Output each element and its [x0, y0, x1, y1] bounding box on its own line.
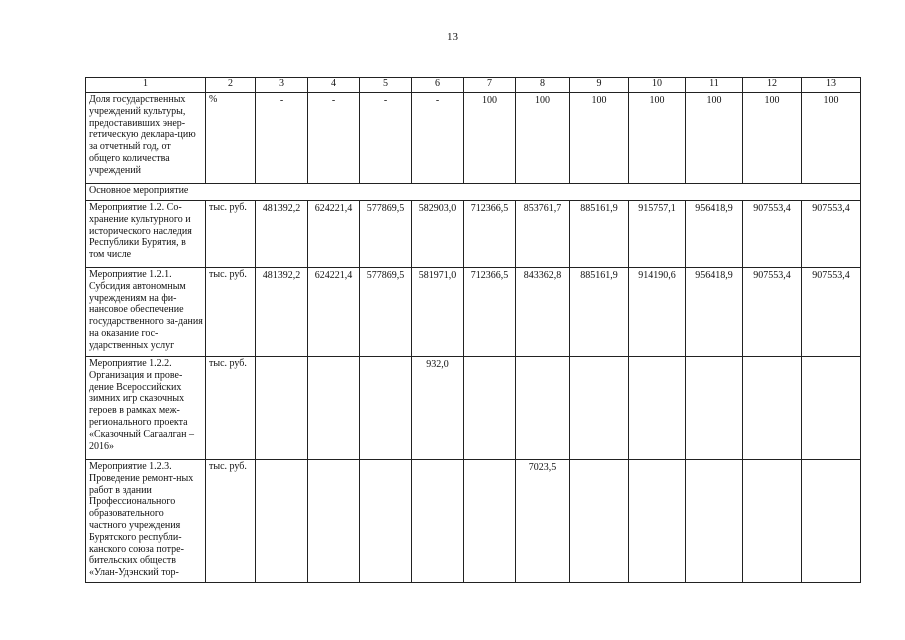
value-cell — [308, 357, 360, 460]
value-cell: 577869,5 — [360, 201, 412, 268]
indicator-name-cell: Мероприятие 1.2.3. Проведение ремонт-ных работ в здании Профессионального образовательного частного учреждения Бурятского республи-канского союза потре-бительских обществ «Улан-Удэнский тор- — [86, 460, 206, 583]
value-cell — [516, 357, 570, 460]
value-cell: - — [256, 93, 308, 184]
budget-table — [85, 77, 861, 583]
unit-cell: % — [206, 93, 256, 184]
value-cell — [256, 460, 308, 583]
table-row — [86, 460, 861, 583]
value-cell — [464, 357, 516, 460]
indicator-name-cell: Мероприятие 1.2.1. Субсидия автономным учреждениям на фи-нансовое обеспечение государственного за-дания на оказание гос-ударственных услуг — [86, 268, 206, 357]
value-cell: 100 — [464, 93, 516, 184]
value-cell — [360, 460, 412, 583]
value-cell — [629, 357, 686, 460]
value-cell — [743, 357, 802, 460]
value-cell: 907553,4 — [743, 201, 802, 268]
value-cell: 907553,4 — [802, 201, 861, 268]
value-cell: 885161,9 — [570, 201, 629, 268]
table-row — [86, 184, 861, 201]
column-number-cell: 10 — [629, 78, 686, 93]
value-cell — [743, 460, 802, 583]
column-number-cell: 4 — [308, 78, 360, 93]
value-cell: 956418,9 — [686, 201, 743, 268]
column-number-cell: 12 — [743, 78, 802, 93]
value-cell — [686, 357, 743, 460]
value-cell: 481392,2 — [256, 268, 308, 357]
value-cell: 582903,0 — [412, 201, 464, 268]
value-cell: 100 — [743, 93, 802, 184]
value-cell — [629, 460, 686, 583]
column-number-cell: 3 — [256, 78, 308, 93]
value-cell: 885161,9 — [570, 268, 629, 357]
value-cell — [802, 460, 861, 583]
value-cell: 915757,1 — [629, 201, 686, 268]
unit-cell: тыс. руб. — [206, 357, 256, 460]
value-cell — [256, 357, 308, 460]
value-cell: 914190,6 — [629, 268, 686, 357]
column-number-cell: 5 — [360, 78, 412, 93]
column-number-cell: 11 — [686, 78, 743, 93]
column-number-cell: 2 — [206, 78, 256, 93]
column-number-cell: 8 — [516, 78, 570, 93]
section-heading: Основное мероприятие — [86, 184, 861, 201]
value-cell: 100 — [629, 93, 686, 184]
unit-cell: тыс. руб. — [206, 268, 256, 357]
column-number-cell: 7 — [464, 78, 516, 93]
value-cell: 100 — [686, 93, 743, 184]
value-cell — [412, 460, 464, 583]
value-cell: 577869,5 — [360, 268, 412, 357]
table-row — [86, 268, 861, 357]
column-number-cell: 9 — [570, 78, 629, 93]
page-number: 13 — [447, 31, 458, 43]
value-cell — [464, 460, 516, 583]
value-cell: - — [308, 93, 360, 184]
value-cell: 956418,9 — [686, 268, 743, 357]
value-cell — [802, 357, 861, 460]
column-number-row — [86, 78, 861, 93]
value-cell: 7023,5 — [516, 460, 570, 583]
unit-cell: тыс. руб. — [206, 460, 256, 583]
value-cell: 100 — [516, 93, 570, 184]
column-number-cell: 6 — [412, 78, 464, 93]
value-cell: - — [412, 93, 464, 184]
indicator-name-cell: Мероприятие 1.2.2. Организация и прове-дение Всероссийских зимних игр сказочных героев в рамках меж-регионального проекта «Сказочный Сагаалган – 2016» — [86, 357, 206, 460]
value-cell: 932,0 — [412, 357, 464, 460]
value-cell: 843362,8 — [516, 268, 570, 357]
value-cell — [686, 460, 743, 583]
column-number-cell: 1 — [86, 78, 206, 93]
column-number-cell: 13 — [802, 78, 861, 93]
value-cell: 624221,4 — [308, 268, 360, 357]
value-cell: 100 — [802, 93, 861, 184]
value-cell: 100 — [570, 93, 629, 184]
value-cell: 907553,4 — [743, 268, 802, 357]
value-cell: 712366,5 — [464, 201, 516, 268]
value-cell: 624221,4 — [308, 201, 360, 268]
value-cell: 853761,7 — [516, 201, 570, 268]
value-cell: 481392,2 — [256, 201, 308, 268]
value-cell — [308, 460, 360, 583]
value-cell: 581971,0 — [412, 268, 464, 357]
value-cell — [570, 357, 629, 460]
value-cell: - — [360, 93, 412, 184]
table-row — [86, 357, 861, 460]
table-row — [86, 93, 861, 184]
value-cell — [360, 357, 412, 460]
indicator-name-cell: Доля государственных учреждений культуры, предоставивших энер-гетическую деклара-цию за отчетный год, от общего количества учреждений — [86, 93, 206, 184]
value-cell: 712366,5 — [464, 268, 516, 357]
value-cell — [570, 460, 629, 583]
table-row — [86, 201, 861, 268]
unit-cell: тыс. руб. — [206, 201, 256, 268]
indicator-name-cell: Мероприятие 1.2. Со-хранение культурного и исторического наследия Республики Бурятия, в том числе — [86, 201, 206, 268]
value-cell: 907553,4 — [802, 268, 861, 357]
